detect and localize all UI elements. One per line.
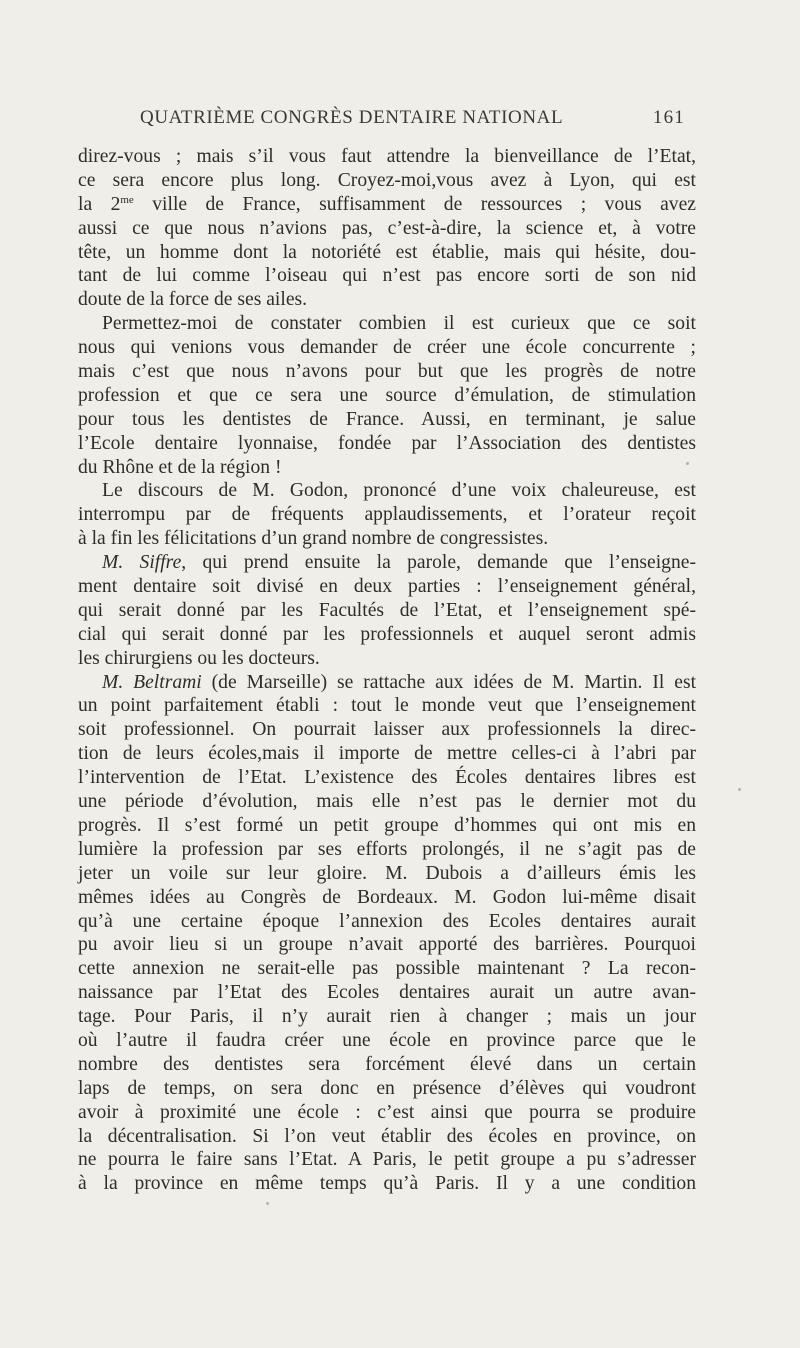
text-line: interrompu par de fréquents applaudissements, et l’orateur reçoit bbox=[78, 504, 696, 526]
text-line: à la fin les félicitations d’un grand nombre de congressistes. bbox=[78, 528, 549, 550]
text-line: aussi ce que nous n’avions pas, c’est-à-dire, la science et, à votre bbox=[78, 217, 696, 239]
text-line: qu’à une certaine époque l’annexion des Ecoles dentaires aurait bbox=[78, 910, 696, 932]
text-line: l’Ecole dentaire lyonnaise, fondée par l’Association des dentistes bbox=[78, 432, 696, 454]
paper-speck bbox=[738, 788, 741, 791]
text-line: direz-vous ; mais s’il vous faut attendre la bienveillance de l’Etat, bbox=[78, 146, 696, 167]
running-title: QUATRIÈME CONGRÈS DENTAIRE NATIONAL bbox=[140, 107, 564, 128]
text-line: où l’autre il faudra créer une école en province parce que le bbox=[78, 1029, 696, 1051]
text-line: une période d’évolution, mais elle n’est pas le dernier mot du bbox=[78, 791, 696, 813]
text-line: ne pourra le faire sans l’Etat. A Paris, le petit groupe a pu s’adresser bbox=[78, 1149, 696, 1171]
text-fragment: ville de France, suffisamment de ressources ; vous avez bbox=[133, 193, 696, 215]
text-line: tage. Pour Paris, il n’y aurait rien à changer ; mais un jour bbox=[78, 1006, 696, 1028]
text-line: les chirurgiens ou les docteurs. bbox=[78, 647, 320, 669]
text-line: nous qui venions vous demander de créer une école concurrente ; bbox=[78, 337, 696, 359]
text-fragment: , qui prend ensuite la parole, demande que l’enseigne- bbox=[181, 552, 696, 574]
text-line: avoir à proximité une école : c’est ainsi que pourra se produire bbox=[78, 1101, 696, 1123]
text-line: naissance par l’Etat des Ecoles dentaires aurait un autre avan- bbox=[78, 982, 696, 1004]
text-line: ment dentaire soit divisé en deux parties : l’enseignement général, bbox=[78, 576, 696, 598]
text-line: un point parfaitement établi : tout le monde veut que l’enseignement bbox=[78, 695, 696, 717]
paper-speck bbox=[686, 462, 689, 465]
text-line: laps de temps, on sera donc en présence d’élèves qui voudront bbox=[78, 1077, 696, 1099]
page-number: 161 bbox=[652, 107, 685, 128]
speaker-name: M. Siffre bbox=[102, 552, 182, 574]
text-line: du Rhône et de la région ! bbox=[78, 456, 282, 478]
text-line bbox=[78, 193, 696, 217]
text-line: nombre des dentistes sera forcément élevé dans un certain bbox=[78, 1053, 696, 1075]
text-fragment: la 2 bbox=[78, 193, 121, 215]
text-line: jeter un voile sur leur gloire. M. Dubois a d’ailleurs émis les bbox=[78, 862, 696, 884]
text-line: lumière la profession par ses efforts prolongés, il ne s’agit pas de bbox=[78, 838, 696, 860]
text-line: tête, un homme dont la notoriété est établie, mais qui hésite, dou- bbox=[78, 241, 696, 263]
text-fragment: (de Marseille) se rattache aux idées de M. Martin. Il est bbox=[201, 671, 697, 693]
paper-speck bbox=[266, 1202, 269, 1205]
speaker-name: M. Beltrami bbox=[102, 671, 202, 693]
text-line: cette annexion ne serait-elle pas possible maintenant ? La recon- bbox=[78, 958, 696, 980]
text-line: pu avoir lieu si un groupe n’avait apporté des barrières. Pourquoi bbox=[78, 934, 696, 956]
text-line: mêmes idées au Congrès de Bordeaux. M. Godon lui-même disait bbox=[78, 886, 696, 908]
text-line: à la province en même temps qu’à Paris. Il y a une condition bbox=[78, 1173, 696, 1195]
text-line bbox=[78, 551, 696, 575]
text-line: cial qui serait donné par les professionnels et auquel seront admis bbox=[78, 623, 696, 645]
text-line: mais c’est que nous n’avons pour but que les progrès de notre bbox=[78, 361, 696, 383]
body-text bbox=[78, 145, 696, 1196]
text-line: pour tous les dentistes de France. Aussi, en terminant, je salue bbox=[78, 408, 696, 430]
text-line: doute de la force de ses ailes. bbox=[78, 289, 308, 311]
text-line: la décentralisation. Si l’on veut établir des écoles en province, on bbox=[78, 1125, 696, 1147]
text-line: soit professionnel. On pourrait laisser aux professionnels la direc- bbox=[78, 719, 696, 741]
text-line: Le discours de M. Godon, prononcé d’une voix chaleureuse, est bbox=[102, 480, 696, 502]
superscript: me bbox=[120, 193, 134, 206]
text-line bbox=[78, 671, 696, 695]
text-line: Permettez-moi de constater combien il est curieux que ce soit bbox=[102, 313, 696, 335]
text-line: ce sera encore plus long. Croyez-moi,vous avez à Lyon, qui est bbox=[78, 169, 696, 191]
text-line: profession et que ce sera une source d’émulation, de stimulation bbox=[78, 384, 696, 406]
text-line: progrès. Il s’est formé un petit groupe d’hommes qui ont mis en bbox=[78, 814, 696, 836]
page-header bbox=[140, 107, 685, 137]
text-line: tant de lui comme l’oiseau qui n’est pas encore sorti de son nid bbox=[78, 265, 696, 287]
text-line: tion de leurs écoles,mais il importe de mettre celles-ci à l’abri par bbox=[78, 743, 696, 765]
text-line: qui serait donné par les Facultés de l’Etat, et l’enseignement spé- bbox=[78, 599, 696, 621]
text-line: l’intervention de l’Etat. L’existence des Écoles dentaires libres est bbox=[78, 767, 696, 789]
